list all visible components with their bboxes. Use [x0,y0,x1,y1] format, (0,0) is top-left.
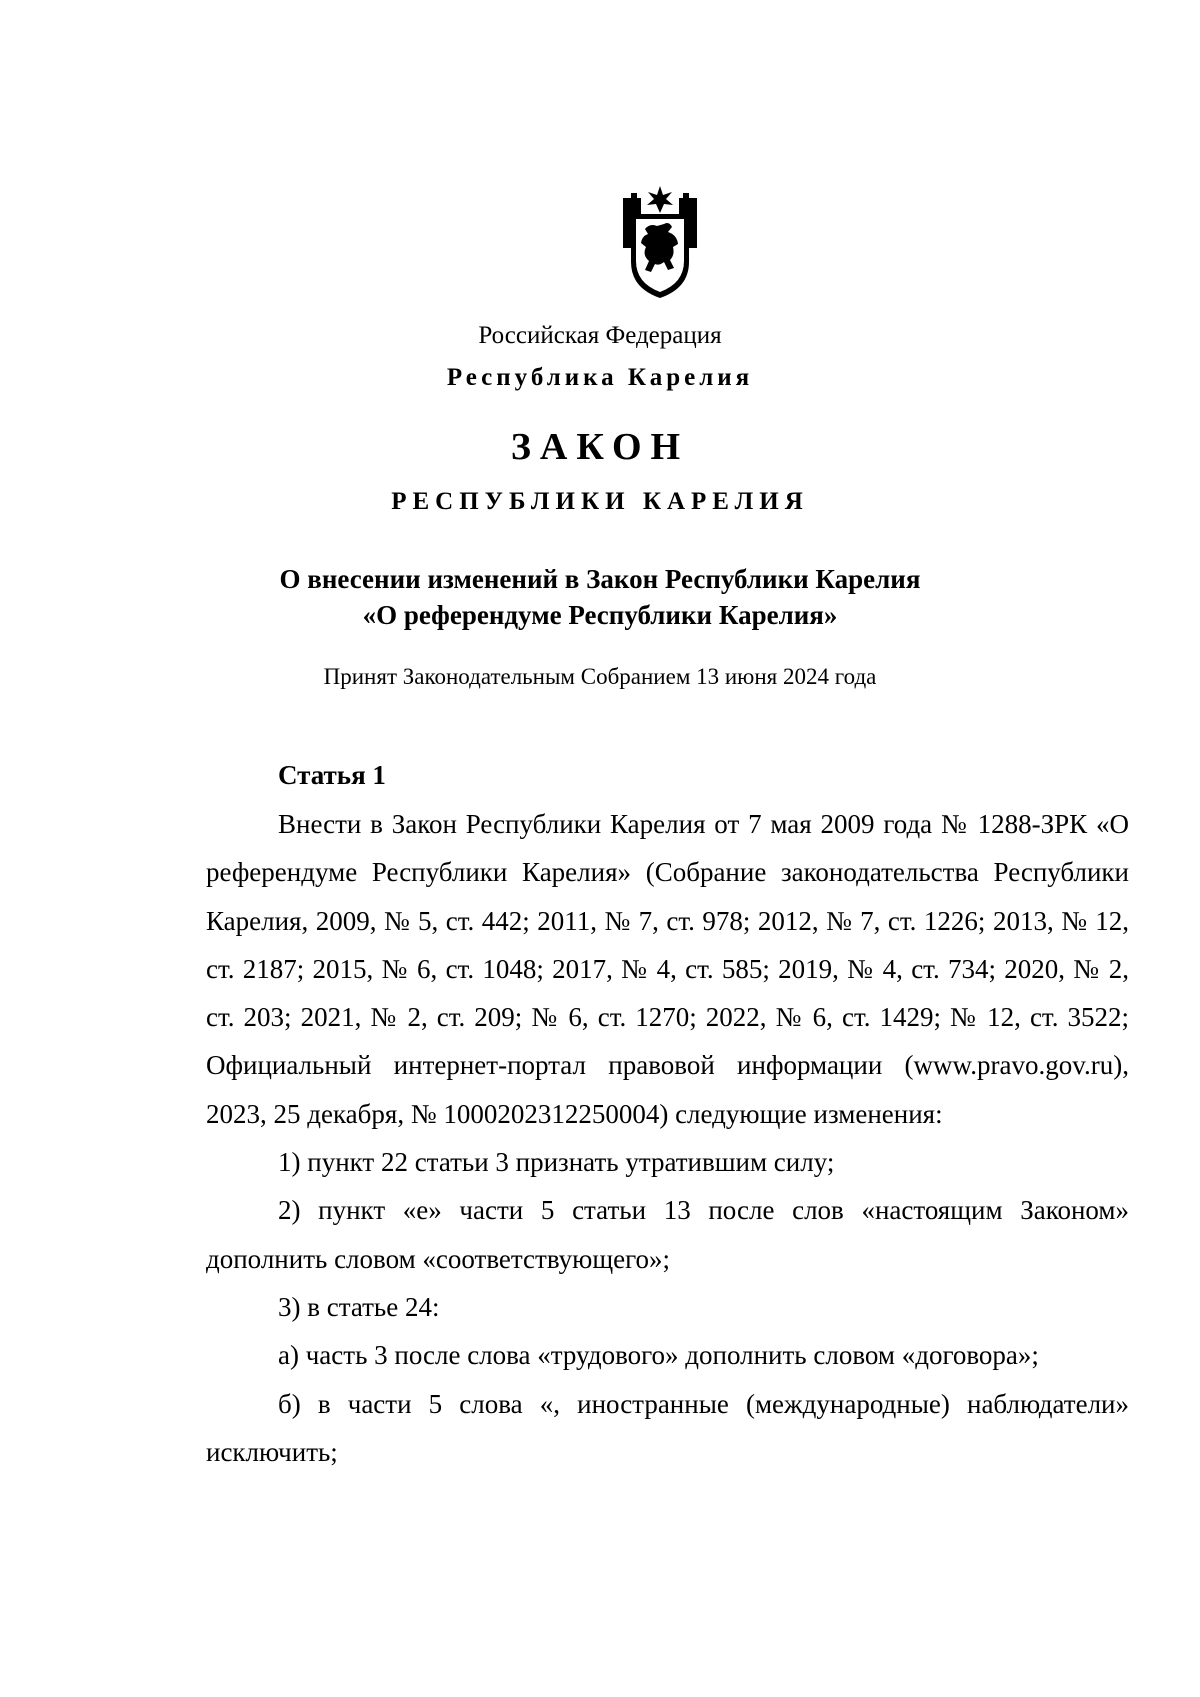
article-paragraph: 2) пункт «е» части 5 статьи 13 после слов «настоящим Законом» дополнить словом «соответствующего»; [206,1195,1129,1274]
law-title-line-1: О внесении изменений в Закон Республики Карелия [279,564,921,594]
adoption-note: Принят Законодательным Собранием 13 июня 2024 года [323,664,877,689]
article-paragraph: б) в части 5 слова «, иностранные (международные) наблюдатели» исключить; [206,1388,1129,1467]
law-title-line-2: «О референдуме Республики Карелия» [362,600,838,630]
article-paragraph: 3) в статье 24: [278,1291,440,1322]
article-paragraph: а) часть 3 после слова «трудового» дополнить словом «договора»; [278,1340,1039,1371]
article-paragraph: Внести в Закон Республики Карелия от 7 мая 2009 года № 1288-ЗРК «О референдуме Республики Карелия» (Собрание законодательства Республики Карелия, 2009, № 5, ст. 442; 2011, № 7, ст. 978; 2012, № 7, ст. 1226; 2013, № 12, ст. 2187; 2015, № 6, ст. 1048; 2017, № 4, ст. 585; 2019, № 4, ст. 734; 2020, № 2, ст. 203; 2021, № 2, ст. 209; № 6, ст. 1270; 2022, № 6, ст. 1429; № 12, ст. 3522; Официальный интернет-портал правовой информации (www.pravo.gov.ru), 2023, 25 декабря, № 1000202312250004) следующие изменения: [206,809,1129,1129]
article-heading: Статья 1 [278,760,386,790]
article-body [206,800,1129,1476]
law-heading: ЗАКОН [510,426,690,468]
republic-name: Республика Карелия [446,364,754,391]
coat-of-arms-karelia-icon [617,184,703,302]
law-subheading: РЕСПУБЛИКИ КАРЕЛИЯ [391,488,809,515]
country-name: Российская Федерация [478,322,722,349]
article-paragraph: 1) пункт 22 статьи 3 признать утратившим силу; [278,1147,835,1178]
